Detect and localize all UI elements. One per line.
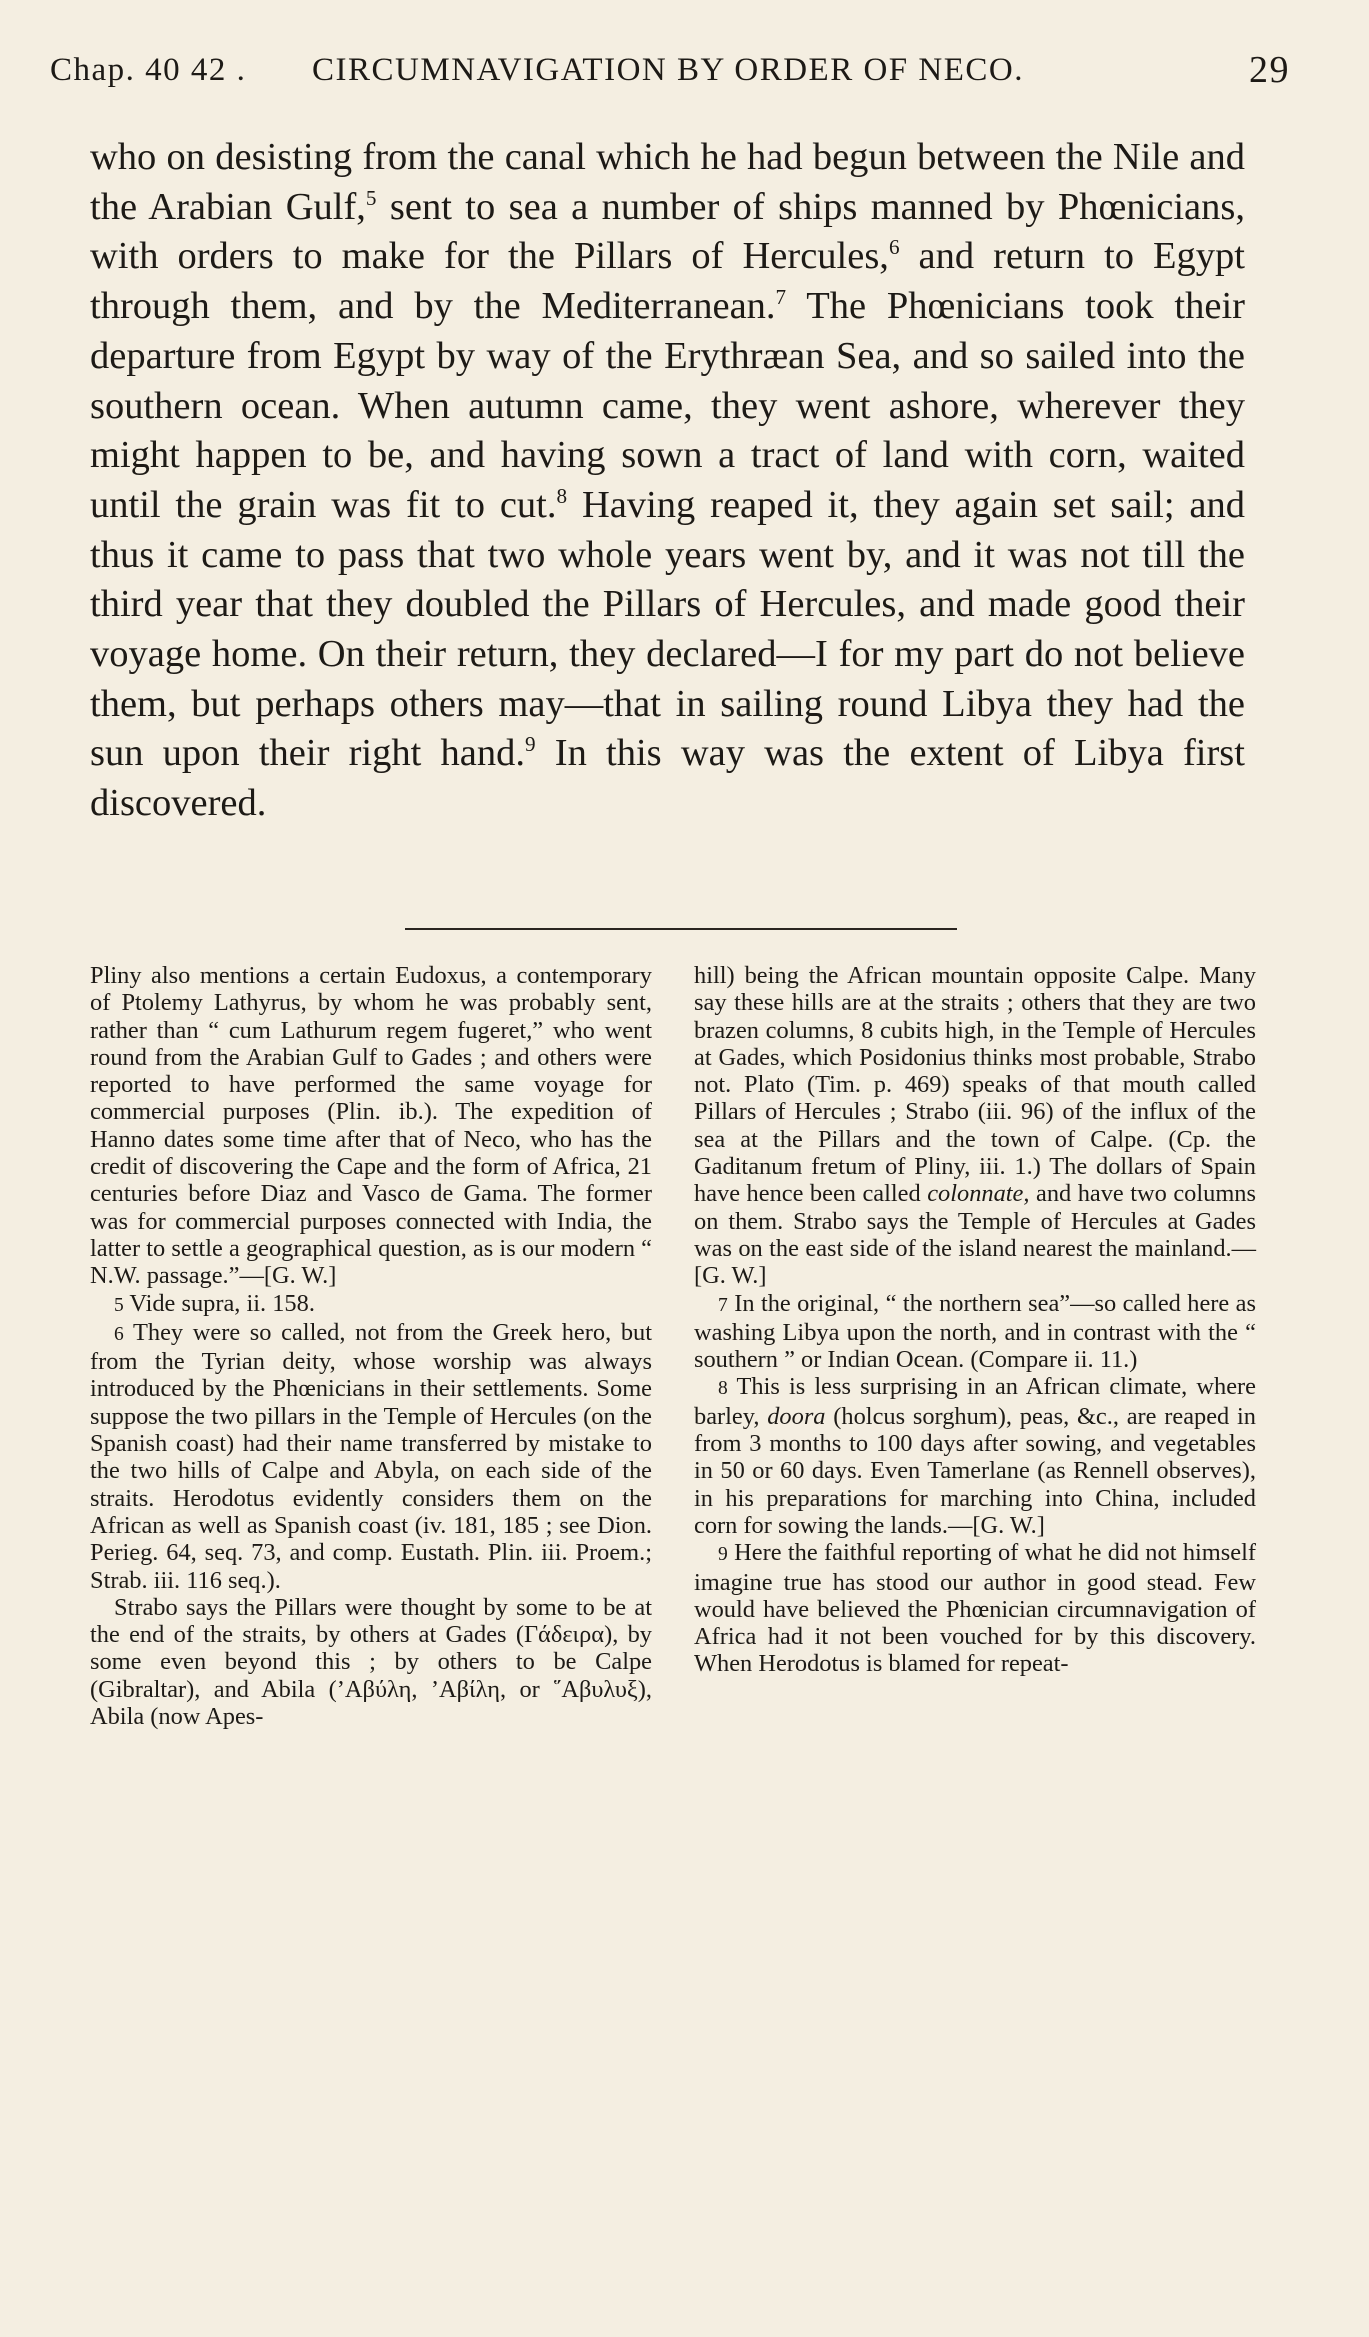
footnote-8-text-a: This is less surprising in an African climate, where barley, [694, 1373, 1256, 1430]
footnote-8 [694, 1373, 1256, 1539]
body-text-3: and return to Egypt through them, and by the Mediterranean. [90, 235, 1245, 328]
footnote-ref-5: 5 [365, 185, 377, 210]
footnote-6-mark: 6 [114, 1323, 124, 1345]
main-paragraph [90, 133, 1245, 829]
body-text-6: In this way was the extent of Libya first discovered. [90, 732, 1245, 825]
body-text-1: who on desisting from the canal which he had begun between the Nile and the Arabian Gulf, [90, 136, 1245, 228]
footnote-8-text-b: (holcus sorghum), peas, &c., are reaped in from 3 months to 100 days after sowing, and vegetables in 50 or 60 days. Even Tamerlane (as Rennell observes), in his preparations for marching into China, included corn for sowing the lands.—[G. W.] [694, 1402, 1256, 1539]
footnote-5-mark: 5 [114, 1294, 124, 1316]
footnote-ref-7: 7 [775, 285, 787, 310]
footnote-4-continued: Pliny also mentions a certain Eudoxus, a contemporary of Ptolemy Lathyrus, by whom he was probably sent, rather than “ cum Lathurum regem fugeret,” who went round from the Arabian Gulf to Gades ; and others were reported to have performed the same voyage for commercial purposes (Plin. ib.). The expedition of Hanno dates some time after that of Neco, who has the credit of discovering the Cape and the form of Africa, 21 centuries before Diaz and Vasco de Gama. The former was for commercial purposes connected with India, the latter to settle a geographical question, as is our modern “ N.W. passage.”—[G. W.] [90, 962, 652, 1290]
footnote-6-strabo: Strabo says the Pillars were thought by some to be at the end of the straits, by others at Gades (Γάδειρα), by some even beyond this ; by others to be Calpe (Gibraltar), and Abila (’Αβύλη, ’Αβίλη, or ῞Αβυλυξ), Abila (now Apes- [90, 1593, 652, 1731]
running-header [50, 49, 1290, 102]
footnote-9 [694, 1539, 1256, 1677]
footnote-6-cont-text: hill) being the African mountain opposite Calpe. Many say these hills are at the straits ; others that they are two brazen columns, 8 cubits high, in the Temple of Hercules at Gades, which Posidonius thinks most probable, Strabo not. Plato (Tim. p. 469) speaks of that mouth called Pillars of Hercules ; Strabo (iii. 96) of the influx of the sea at the Pillars and the town of Calpe. (Cp. the Gaditanum fretum of Pliny, iii. 1.) The dollars of Spain have hence been called [694, 962, 1256, 1208]
page-number: 29 [1249, 49, 1290, 91]
footnotes-left-column [90, 962, 652, 1730]
body-text-5: Having reaped it, they again set sail; and thus it came to pass that two whole years went by, and it was not till the third year that they doubled the Pillars of Hercules, and made good their voyage home. On their return, they declared—I for my part do not believe them, but perhaps others may—that in sailing round Libya they had the sun upon their right hand. [90, 483, 1245, 775]
footnote-6-text: They were so called, not from the Greek hero, but from the Tyrian deity, whose worship was always introduced by the Phœnicians in their settlements. Some suppose the two pillars in the Temple of Hercules (on the Spanish coast) had their name transferred by mistake to the two hills of Calpe and Abyla, on each side of the straits. Herodotus evidently considers them on the African as well as Spanish coast (iv. 181, 185 ; see Dion. Perieg. 64, seq. 73, and comp. Eustath. Plin. iii. Proem.; Strab. iii. 116 seq.). [90, 1318, 652, 1594]
footnote-8-mark: 8 [718, 1378, 728, 1400]
footnote-divider [405, 928, 957, 930]
footnotes-right-column [694, 962, 1256, 1678]
body-text-2: sent to sea a number of ships manned by Phœnicians, with orders to make for the Pillars of Hercules, [90, 185, 1245, 278]
footnote-6-italic: colonnate, [927, 1180, 1030, 1208]
footnote-9-text: Here the faithful reporting of what he did not himself imagine true has stood our author in good stead. Few would have believed the Phœnician circumnavigation of Africa had it not been vouched for by this discovery. When Herodotus is blamed for repeat- [694, 1539, 1256, 1678]
footnote-7-text: In the original, “ the northern sea”—so called here as washing Libya upon the north, and in contrast with the “ southern ” or Indian Ocean. (Compare ii. 11.) [694, 1289, 1256, 1374]
footnote-7-mark: 7 [718, 1294, 728, 1316]
footnote-5-text: Vide supra, ii. 158. [123, 1289, 315, 1317]
footnote-ref-6: 6 [888, 235, 900, 260]
footnote-6-continued [694, 962, 1256, 1290]
footnote-5 [90, 1290, 652, 1319]
running-title: CIRCUMNAVIGATION BY ORDER OF NECO. [312, 52, 1024, 88]
footnote-ref-9: 9 [524, 732, 536, 757]
footnote-ref-8: 8 [556, 484, 568, 509]
chapter-reference: Chap. 40 42 . [50, 52, 247, 88]
footnote-6 [90, 1319, 652, 1594]
footnote-9-mark: 9 [718, 1544, 728, 1566]
body-text-4: The Phœnicians took their departure from Egypt by way of the Erythræan Sea, and so sailed into the southern ocean. When autumn came, they went ashore, wherever they might happen to be, and having sown a tract of land with corn, waited until the grain was fit to cut. [90, 285, 1245, 526]
footnote-8-italic: doora [767, 1402, 826, 1430]
footnote-6-cont-end: and have two columns on them. Strabo says the Temple of Hercules at Gades was on the east side of the island nearest the mainland.—[G. W.] [694, 1180, 1256, 1290]
footnote-7 [694, 1290, 1256, 1374]
